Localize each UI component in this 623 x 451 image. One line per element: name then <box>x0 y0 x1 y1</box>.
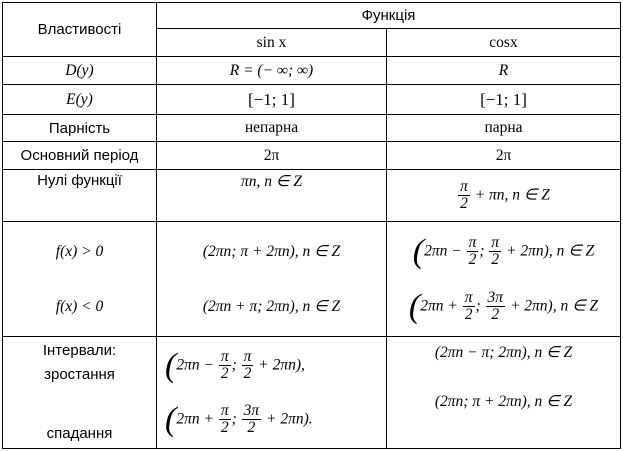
cos-decrease: (2πn; π + 2πn), n ∈ Z <box>434 393 573 410</box>
cos-period: 2π <box>387 142 621 170</box>
properties-header: Властивості <box>3 3 157 57</box>
intervals-labels <box>3 337 157 449</box>
sin-domain: R = (− ∞; ∞) <box>157 57 387 85</box>
cos-zeros: $\frac{\pi}{2}$ + πn, n ∈ Z <box>387 170 621 222</box>
sin-signs <box>157 222 387 337</box>
cos-range: [−1; 1] <box>387 85 621 115</box>
sin-period: 2π <box>157 142 387 170</box>
cos-positive: (2πn − $\frac{\pi}{2}$ ; $\frac{\pi}{2}$ + 2πn), n ∈ Z <box>412 232 595 270</box>
increase-label: зростання <box>44 365 115 383</box>
function-header: Функція <box>157 3 621 29</box>
parity-label: Парність <box>3 115 157 142</box>
intervals-label: Інтервали: <box>42 341 117 359</box>
sin-positive: (2πn; π + 2πn), n ∈ Z <box>202 243 341 260</box>
sign-labels <box>3 222 157 337</box>
cos-intervals <box>387 337 621 449</box>
sin-header: sin x <box>157 29 387 57</box>
sin-increase: (2πn − $\frac{\pi}{2}$ ; $\frac{\pi}{2}$ + 2πn), <box>165 346 305 384</box>
sin-range: [−1; 1] <box>157 85 387 115</box>
period-label: Основний період <box>3 142 157 170</box>
positive-label: f(x) > 0 <box>55 242 104 260</box>
sin-intervals <box>157 337 387 449</box>
decrease-label: спадання <box>46 425 113 443</box>
zeros-label: Нулі функції <box>3 170 157 222</box>
cos-negative: (2πn + $\frac{\pi}{2}$ ; $\frac{3\pi}{2}$ + 2πn), n ∈ Z <box>408 287 599 325</box>
properties-table <box>2 2 621 449</box>
sin-parity: непарна <box>157 115 387 142</box>
sin-decrease: (2πn + $\frac{\pi}{2}$ ; $\frac{3\pi}{2}$ + 2πn). <box>165 400 313 438</box>
cos-header: cosx <box>387 29 621 57</box>
negative-label: f(x) < 0 <box>55 297 104 315</box>
cos-increase: (2πn − π; 2πn), n ∈ Z <box>434 344 573 361</box>
sin-negative: (2πn + π; 2πn), n ∈ Z <box>202 298 341 315</box>
cos-domain: R <box>387 57 621 85</box>
sin-zeros: πn, n ∈ Z <box>157 170 387 222</box>
range-label: E(y) <box>3 85 157 115</box>
cos-signs <box>387 222 621 337</box>
cos-parity: парна <box>387 115 621 142</box>
domain-label: D(y) <box>3 57 157 85</box>
